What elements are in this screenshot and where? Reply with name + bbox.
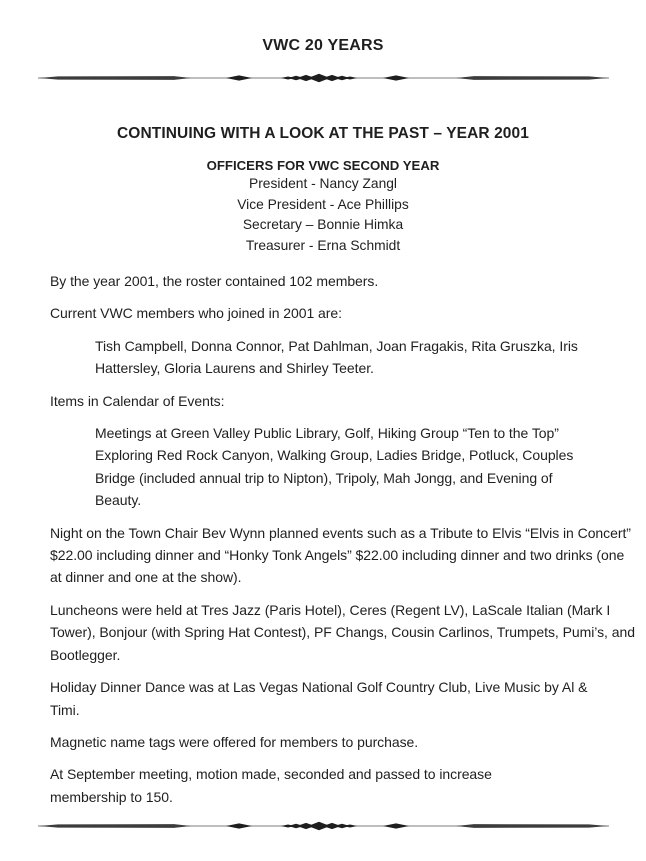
- officer-president: President - Nancy Zangl: [249, 176, 397, 191]
- officer-treasurer: Treasurer - Erna Schmidt: [245, 237, 401, 253]
- officer-vice-president: Vice President - Ace Phillips: [237, 196, 409, 212]
- paragraph-roster-count: By the year 2001, the roster contained 102 members.: [50, 273, 379, 289]
- paragraph-name-tags: Magnetic name tags were offered for members to purchase.: [50, 733, 419, 750]
- officer-secretary: Secretary – Bonnie Himka: [242, 217, 404, 232]
- ornamental-divider-bottom: [36, 818, 611, 834]
- paragraph-calendar-intro: Items in Calendar of Events:: [50, 392, 225, 409]
- document-body: [0, 270, 646, 808]
- paragraph-membership-motion: At September meeting, motion made, seconded and passed to increase membership to 150.: [50, 766, 492, 805]
- officers-list: [0, 174, 646, 256]
- divider-flourish-icon: [36, 70, 611, 86]
- ornamental-divider-top: [36, 70, 611, 86]
- document-title: VWC 20 YEARS: [262, 37, 384, 54]
- divider-flourish-icon: [36, 818, 611, 834]
- paragraph-new-members-list: Tish Campbell, Donna Connor, Pat Dahlman, Joan Fragakis, Rita Gruszka, Iris Hattersley, Gloria Laurens and Shirley Teeter.: [95, 337, 578, 377]
- section-heading: CONTINUING WITH A LOOK AT THE PAST – YEAR 2001: [117, 125, 529, 142]
- officers-heading: OFFICERS FOR VWC SECOND YEAR: [206, 158, 440, 173]
- paragraph-calendar-items: Meetings at Green Valley Public Library, Golf, Hiking Group “Ten to the Top” Exploring Red Rock Canyon, Walking Group, Ladies Bridge, Potluck, Couples Bridge (included annual trip to Nipton), Tripoly, Mah Jongg, and Evening of Beauty.: [95, 425, 574, 509]
- paragraph-night-on-the-town: Night on the Town Chair Bev Wynn planned events such as a Tribute to Elvis “Elvis in Concert” $22.00 including dinner and “Honky Tonk Angels” $22.00 including dinner and two drinks (one at dinner and one at the show).: [50, 524, 631, 586]
- paragraph-new-members-intro: Current VWC members who joined in 2001 are:: [50, 305, 342, 322]
- paragraph-luncheons: Luncheons were held at Tres Jazz (Paris Hotel), Ceres (Regent LV), LaScale Italian (Mark I Tower), Bonjour (with Spring Hat Contest), PF Changs, Cousin Carlinos, Trumpets, Pumi’s, and Bootlegger.: [50, 601, 635, 663]
- paragraph-holiday-dinner-dance: Holiday Dinner Dance was at Las Vegas National Golf Country Club, Live Music by Al & Timi.: [50, 679, 588, 718]
